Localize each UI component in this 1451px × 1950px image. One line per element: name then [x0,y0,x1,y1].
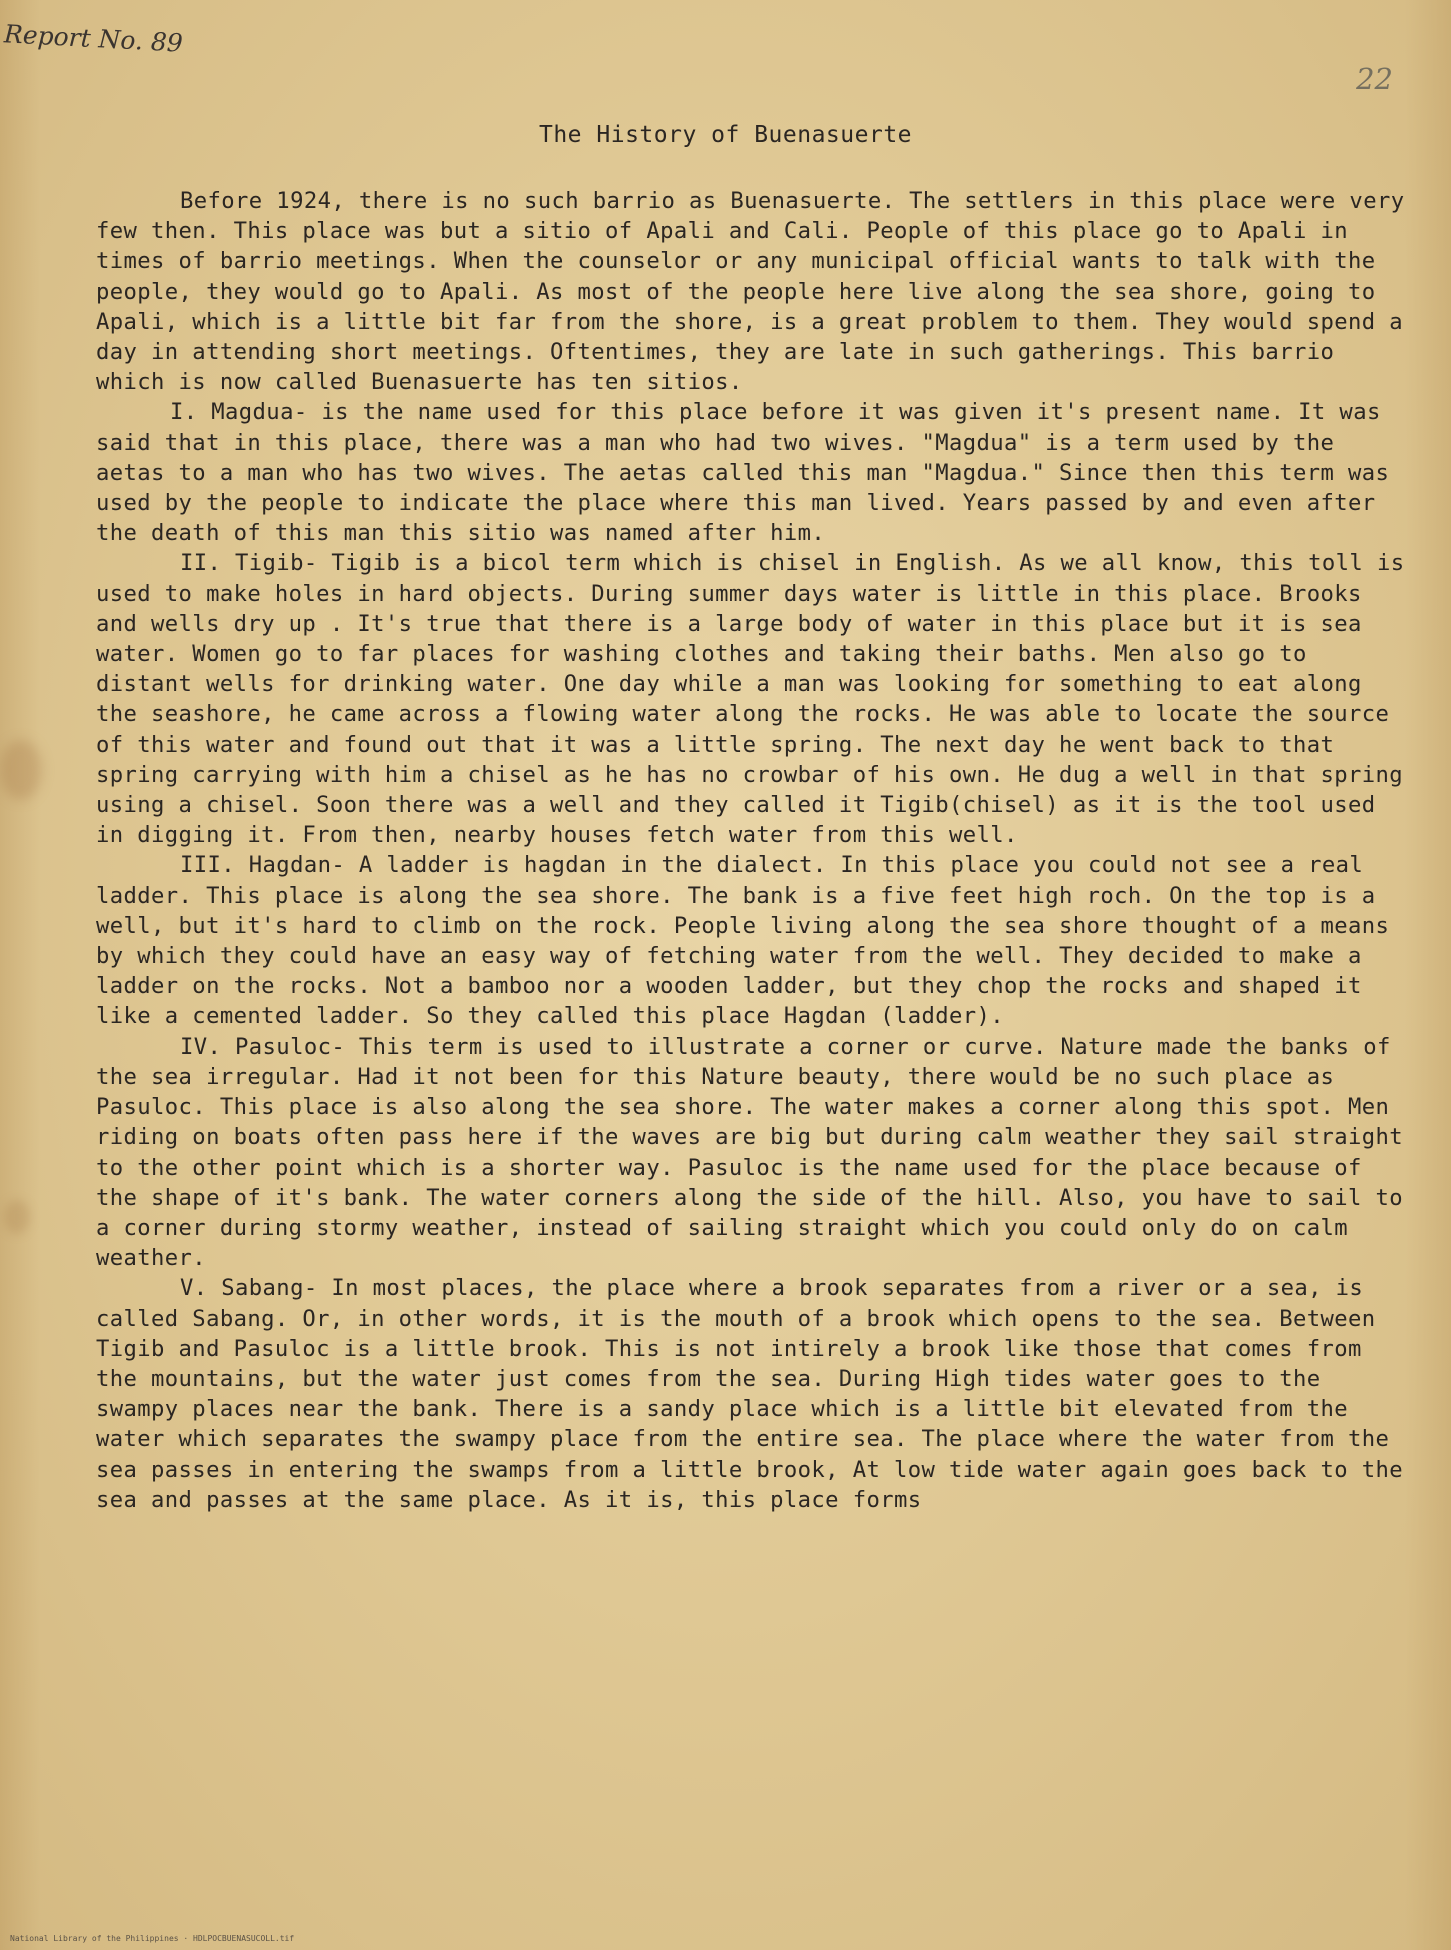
sitio-magdua-paragraph: I. Magdua- is the name used for this place before it was given it's present name. It was said that in this place, there was a man who had two wives. "Magdua" is a term used by the aetas to a man who has two wives. The aetas called this man "Magdua." Since then this term was used by the people to indicate the place where this man lived. Years passed by and even after the death of this man this sitio was named after him. [96,399,1390,547]
document-body [96,186,1406,1515]
sitio-tigib-paragraph: II. Tigib- Tigib is a bicol term which is chisel in English. As we all know, this toll is used to make holes in hard objects. During summer days water is little in this place. Brooks and wells dry up . It's true that there is a large body of water in this place but it is sea water. Women go to far places for washing clothes and taking their baths. Men also go to distant wells for drinking water. One day while a man was looking for something to eat along the seashore, he came across a flowing water along the rocks. He was able to locate the source of this water and found out that it was a little spring. The next day he went back to that spring carrying with him a chisel as he has no crowbar of his own. He dug a well in that spring using a chisel. Soon there was a well and they called it Tigib(chisel) as it is the tool used in digging it. From then, nearby houses fetch water from this well. [96,550,1405,849]
handwritten-report-number: Report No. 89 [3,19,184,58]
sitio-sabang-paragraph: V. Sabang- In most places, the place where a brook separates from a river or a sea, is called Sabang. Or, in other words, it is the mouth of a brook which opens to the sea. Between Tigib and Pasuloc is a little brook. This is not intirely a brook like those that comes from the mountains, but the water just comes from the sea. During High tides water goes to the swampy places near the bank. There is a sandy place which is a little bit elevated from the water which separates the swampy place from the entire sea. The place where the water from the sea passes in entering the swamps from a little brook, At low tide water again goes back to the sea and passes at the same place. As it is, this place forms [96,1275,1404,1513]
page-number: 22 [1356,62,1393,96]
paper-stain [0,740,42,800]
intro-paragraph: Before 1924, there is no such barrio as Buenasuerte. The settlers in this place were very few then. This place was but a sitio of Apali and Cali. People of this place go to Apali in times of barrio meetings. When the counselor or any municipal official wants to talk with the people, they would go to Apali. As most of the people here live along the sea shore, going to Apali, which is a little bit far from the shore, is a great problem to them. They would spend a day in attending short meetings. Oftentimes, they are late in such gatherings. This barrio which is now called Buenasuerte has ten sitios. [96,188,1405,396]
scan-footer: National Library of the Philippines · HDLPOCBUENASUCOLL.tif [10,1934,295,1943]
sitio-hagdan-paragraph: III. Hagdan- A ladder is hagdan in the dialect. In this place you could not see a real ladder. This place is along the sea shore. The bank is a five feet high roch. On the top is a well, but it's hard to climb on the rock. People living along the sea shore thought of a means by which they could have an easy way of fetching water from the well. They decided to make a ladder on the rocks. Not a bamboo nor a wooden ladder, but they chop the rocks and shaped it like a cemented ladder. So they called this place Hagdan (ladder). [96,852,1390,1030]
sitio-pasuloc-paragraph: IV. Pasuloc- This term is used to illustrate a corner or curve. Nature made the banks of the sea irregular. Had it not been for this Nature beauty, there would be no such place as Pasuloc. This place is also along the sea shore. The water makes a corner along this spot. Men riding on boats often pass here if the waves are big but during calm weather they sail straight to the other point which is a shorter way. Pasuloc is the name used for the place because of the shape of it's bank. The water corners along the side of the hill. Also, you have to sail to a corner during stormy weather, instead of sailing straight which you could only do on calm weather. [96,1033,1404,1272]
document-title: The History of Buenasuerte [538,122,913,148]
paper-stain [4,1200,30,1234]
